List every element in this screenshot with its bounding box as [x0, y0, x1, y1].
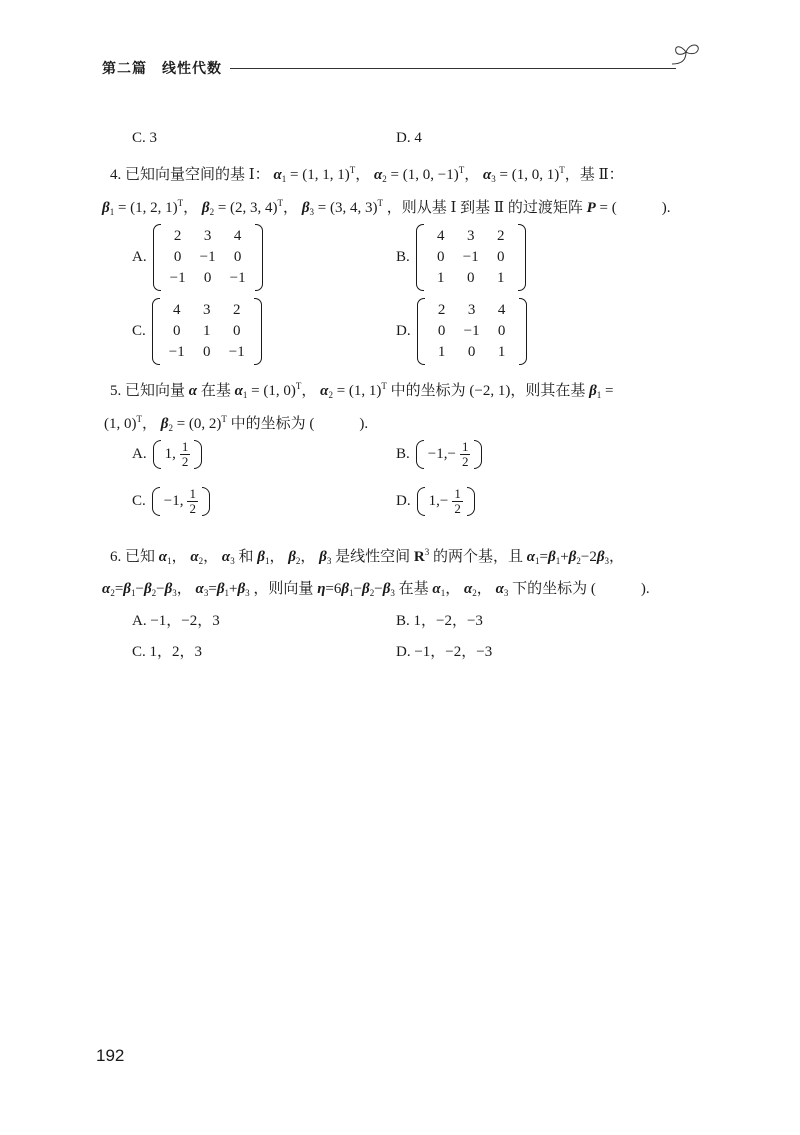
q6-text: 6. 已知: [110, 549, 156, 565]
vector-content: [425, 487, 467, 516]
transpose: T: [381, 381, 387, 391]
sub: 2: [209, 207, 215, 217]
matrix-grid: [160, 298, 254, 365]
sub: 3: [390, 588, 395, 598]
matrix-cell: −1: [169, 270, 186, 286]
left-paren: [417, 487, 425, 516]
matrix-cell: 0: [233, 249, 242, 265]
transpose: T: [377, 198, 383, 208]
matrix-cell: 2: [233, 302, 241, 318]
q6-text: ，则向量: [253, 581, 314, 597]
sep: ，: [269, 549, 285, 565]
denominator: 2: [461, 454, 469, 469]
beta-symbol: β: [548, 549, 556, 565]
beta3-value: = (3, 4, 3): [317, 200, 378, 216]
plus: +: [560, 549, 569, 565]
q5-text: 在基: [200, 383, 231, 399]
equals: =: [539, 549, 548, 565]
right-paren: [518, 224, 526, 291]
sub: 2: [168, 423, 173, 433]
sub: 1: [224, 588, 230, 598]
matrix-grid: [161, 224, 255, 291]
alpha-symbol: α: [221, 549, 231, 565]
q4-text: ，基 Ⅱ：: [564, 167, 624, 183]
sep: ，: [176, 581, 192, 597]
option-label: C.: [132, 323, 146, 339]
sub: 1: [596, 390, 602, 400]
matrix-cell: 0: [233, 323, 241, 339]
header-title: 线性代数: [162, 61, 222, 77]
beta2-value: = (2, 3, 4): [217, 200, 278, 216]
q5-text: = (1, 0): [251, 383, 296, 399]
denominator: 2: [189, 501, 196, 516]
sub: 2: [369, 588, 375, 598]
alpha-symbol: α: [102, 581, 111, 597]
q5-option-c: [132, 487, 210, 516]
alpha-symbol: α: [234, 383, 243, 399]
left-paren: [153, 440, 161, 469]
alpha-symbol: α: [158, 549, 168, 565]
denominator: 2: [181, 454, 189, 469]
matrix: [417, 298, 527, 365]
q5-option-d: [396, 487, 475, 516]
sub: 2: [382, 174, 387, 184]
matrix: [153, 224, 263, 291]
sep: ，: [476, 581, 492, 597]
minus: −: [353, 581, 363, 597]
q4-option-a: [132, 224, 263, 291]
alpha-symbol: α: [373, 167, 383, 183]
vector: [417, 487, 475, 516]
vector-content: [160, 487, 202, 516]
q4-line2: [102, 196, 682, 217]
left-paren: [153, 224, 161, 291]
matrix-p-symbol: P: [586, 200, 596, 216]
matrix-cell: −1: [228, 344, 245, 360]
minus: −: [135, 581, 144, 597]
sep: ，: [445, 581, 461, 597]
sub: 1: [130, 588, 136, 598]
beta-symbol: β: [237, 581, 246, 597]
sub: 3: [604, 556, 609, 566]
vector: [152, 487, 210, 516]
sep: ，: [464, 167, 480, 183]
matrix-cell: 0: [173, 249, 182, 265]
alpha-symbol: α: [482, 167, 492, 183]
q6-text: 下的坐标为 ( ).: [512, 581, 650, 597]
vector-sign: −: [439, 493, 449, 509]
vector: [153, 440, 203, 469]
left-paren: [416, 224, 424, 291]
beta-symbol: β: [102, 200, 110, 216]
superscript: 3: [424, 547, 430, 557]
sub: 1: [281, 174, 287, 184]
alpha3-value: = (1, 0, 1): [499, 167, 560, 183]
matrix-cell: 1: [437, 270, 445, 286]
fraction: [180, 440, 191, 469]
beta-symbol: β: [288, 549, 296, 565]
alpha-symbol: α: [463, 581, 473, 597]
numerator: 1: [461, 439, 469, 454]
beta-symbol: β: [301, 200, 310, 216]
q5-text: = (1, 1): [336, 383, 382, 399]
minus: −: [374, 581, 383, 597]
beta-symbol: β: [362, 581, 370, 597]
matrix-cell: 1: [203, 323, 211, 339]
sub: 1: [242, 390, 248, 400]
matrix-cell: 3: [203, 302, 211, 318]
beta-symbol: β: [201, 200, 210, 216]
sub: 2: [110, 588, 115, 598]
sub: 1: [535, 556, 540, 566]
sub: 1: [555, 556, 561, 566]
alpha-symbol: α: [526, 549, 536, 565]
q6-line2: [102, 577, 682, 598]
sub: 3: [230, 556, 235, 566]
sub: 1: [440, 588, 446, 598]
sep: ，: [183, 200, 199, 216]
right-paren: [467, 487, 475, 516]
matrix-cell: 2: [437, 302, 446, 318]
matrix-cell: 0: [497, 323, 506, 339]
sep: ，: [301, 383, 317, 399]
fraction: [187, 487, 198, 516]
right-paren: [519, 298, 527, 365]
option-label: B.: [396, 446, 410, 462]
transpose: T: [221, 414, 227, 424]
matrix-cell: 4: [437, 228, 445, 244]
sep: ，: [203, 549, 219, 565]
matrix-cell: 0: [467, 344, 476, 360]
matrix-grid: [425, 298, 519, 365]
beta-symbol: β: [341, 581, 350, 597]
sep: ，: [355, 167, 371, 183]
q3-option-c: C. 3: [132, 130, 158, 146]
alpha-symbol: α: [188, 383, 198, 399]
matrix-cell: 3: [467, 228, 475, 244]
matrix-cell: 3: [467, 302, 476, 318]
q4-line1: [110, 163, 690, 184]
vector-content: [161, 440, 195, 469]
vector-first: −1,: [427, 446, 448, 462]
option-label: D.: [396, 493, 411, 509]
matrix-cell: 4: [233, 228, 242, 244]
vector-sign: −: [447, 446, 456, 462]
sub: 3: [245, 588, 250, 598]
matrix-cell: 0: [497, 249, 505, 265]
alpha-symbol: α: [273, 167, 282, 183]
running-header: [102, 58, 702, 78]
sub: 3: [503, 588, 509, 598]
beta-symbol: β: [164, 581, 173, 597]
page-number: 192: [96, 1046, 125, 1065]
matrix: [416, 224, 526, 291]
sep: ，: [171, 549, 187, 565]
q4-text: ，则从基 Ⅰ 到基 Ⅱ 的过渡矩阵: [386, 200, 583, 216]
beta-symbol: β: [589, 383, 597, 399]
matrix-cell: −1: [462, 249, 479, 265]
transpose: T: [295, 381, 302, 391]
q5-text: 5. 已知向量: [110, 383, 186, 399]
coefficient: 2: [589, 549, 597, 565]
matrix-cell: 0: [203, 270, 212, 286]
sub: 2: [472, 588, 477, 598]
sub: 1: [109, 207, 115, 217]
matrix-cell: 2: [497, 228, 505, 244]
sub: 3: [326, 556, 332, 566]
matrix-cell: 0: [437, 323, 446, 339]
equals: =: [208, 581, 217, 597]
minus: −: [580, 549, 590, 565]
option-label: D.: [396, 323, 411, 339]
matrix-cell: 0: [173, 323, 181, 339]
right-paren: [254, 298, 262, 365]
sub: 1: [167, 556, 172, 566]
transpose: T: [349, 165, 356, 175]
matrix-cell: −1: [199, 249, 216, 265]
q5-text: (1, 0): [104, 416, 137, 432]
matrix-cell: 4: [497, 302, 506, 318]
sep: ，: [142, 416, 158, 432]
minus: −: [156, 581, 165, 597]
transpose: T: [136, 414, 142, 424]
beta-symbol: β: [216, 581, 225, 597]
alpha-symbol: α: [432, 581, 441, 597]
real-space-symbol: R: [413, 549, 425, 565]
option-label: C.: [132, 493, 146, 509]
beta-symbol: β: [596, 549, 605, 565]
matrix-cell: 2: [173, 228, 182, 244]
sprout-icon: [668, 38, 704, 70]
header-chapter: 第二篇: [102, 61, 147, 77]
beta-symbol: β: [257, 549, 265, 565]
sub: 3: [309, 207, 314, 217]
matrix-cell: −1: [463, 323, 480, 339]
alpha-symbol: α: [495, 581, 504, 597]
q4-text: = ( ).: [599, 200, 671, 216]
transpose: T: [177, 198, 184, 208]
matrix-cell: −1: [229, 270, 246, 286]
alpha-symbol: α: [320, 383, 329, 399]
transpose: T: [277, 198, 284, 208]
q5-line1: [110, 379, 690, 400]
alpha1-value: = (1, 1, 1): [290, 167, 350, 183]
left-paren: [417, 298, 425, 365]
numerator: 1: [181, 439, 189, 454]
fraction: [460, 440, 471, 469]
option-label: B.: [396, 249, 410, 265]
beta-symbol: β: [143, 581, 152, 597]
q5-text: = (0, 2): [176, 416, 222, 432]
matrix-cell: 1: [497, 270, 505, 286]
q4-option-b: [396, 224, 526, 291]
beta-symbol: β: [319, 549, 327, 565]
q3-option-d: D. 4: [396, 130, 422, 146]
q6-text: 在基: [398, 581, 429, 597]
numerator: 1: [454, 486, 461, 501]
matrix-cell: 0: [437, 249, 445, 265]
q5-text: 中的坐标为 (−2, 1)，则其在基: [390, 383, 586, 399]
sub: 1: [264, 556, 270, 566]
q5-text: 中的坐标为 ( ).: [230, 416, 369, 432]
right-paren: [255, 224, 263, 291]
q4-text: 4. 已知向量空间的基 Ⅰ：: [110, 167, 270, 183]
alpha-symbol: α: [195, 581, 204, 597]
fraction: [452, 487, 463, 516]
matrix-cell: 0: [467, 270, 475, 286]
sep: ，: [300, 549, 316, 565]
vector: [416, 440, 483, 469]
sub: 3: [172, 588, 177, 598]
vector-first: 1,: [428, 493, 440, 509]
sub: 2: [151, 588, 157, 598]
matrix-cell: 0: [203, 344, 211, 360]
q6-option-b: B. 1，−2，−3: [396, 613, 483, 629]
alpha-symbol: α: [190, 549, 199, 565]
left-paren: [152, 298, 160, 365]
q4-option-d: [396, 298, 527, 365]
q6-text: 是线性空间: [335, 549, 411, 565]
q5-option-b: [396, 440, 482, 469]
matrix-cell: 1: [497, 344, 506, 360]
option-label: A.: [132, 249, 147, 265]
left-paren: [416, 440, 424, 469]
q5-text: =: [605, 383, 614, 399]
beta-symbol: β: [382, 581, 391, 597]
q6-text: 和: [238, 549, 254, 565]
equals: =: [114, 581, 124, 597]
right-paren: [194, 440, 202, 469]
q6-text: 的两个基，且: [432, 549, 523, 565]
q5-line2: [104, 412, 684, 433]
left-paren: [152, 487, 160, 516]
alpha2-value: = (1, 0, −1): [390, 167, 459, 183]
sep: ，: [283, 200, 299, 216]
matrix: [152, 298, 262, 365]
sub: 3: [491, 174, 496, 184]
q6-option-a: A. −1，−2，3: [132, 613, 220, 629]
sub: 2: [295, 556, 301, 566]
sub: 2: [576, 556, 581, 566]
beta-symbol: β: [123, 581, 131, 597]
sub: 3: [203, 588, 209, 598]
transpose: T: [458, 165, 465, 175]
q6-option-d: D. −1，−2，−3: [396, 644, 493, 660]
q6-line1: [110, 545, 690, 566]
eta-symbol: η: [317, 581, 326, 597]
q6-option-c: C. 1，2，3: [132, 644, 203, 660]
sub: 1: [349, 588, 354, 598]
matrix-cell: 1: [437, 344, 446, 360]
right-paren: [202, 487, 210, 516]
header-rule: [230, 68, 676, 69]
sub: 2: [328, 390, 333, 400]
vector-first: −1,: [163, 493, 184, 509]
plus: +: [229, 581, 238, 597]
matrix-cell: 4: [173, 302, 181, 318]
numerator: 1: [189, 486, 196, 501]
beta-symbol: β: [160, 416, 169, 432]
beta-symbol: β: [568, 549, 577, 565]
vector-content: [424, 440, 475, 469]
sep: ，: [609, 549, 625, 565]
vector-first: 1,: [164, 446, 176, 462]
q4-option-c: [132, 298, 262, 365]
transpose: T: [559, 165, 565, 175]
matrix-cell: 3: [203, 228, 212, 244]
q5-option-a: [132, 440, 202, 469]
option-label: A.: [132, 446, 147, 462]
sub: 2: [198, 556, 204, 566]
matrix-grid: [424, 224, 518, 291]
beta1-value: = (1, 2, 1): [117, 200, 178, 216]
matrix-cell: −1: [168, 344, 185, 360]
right-paren: [474, 440, 482, 469]
denominator: 2: [454, 501, 461, 516]
q6-text: =6: [325, 581, 342, 597]
